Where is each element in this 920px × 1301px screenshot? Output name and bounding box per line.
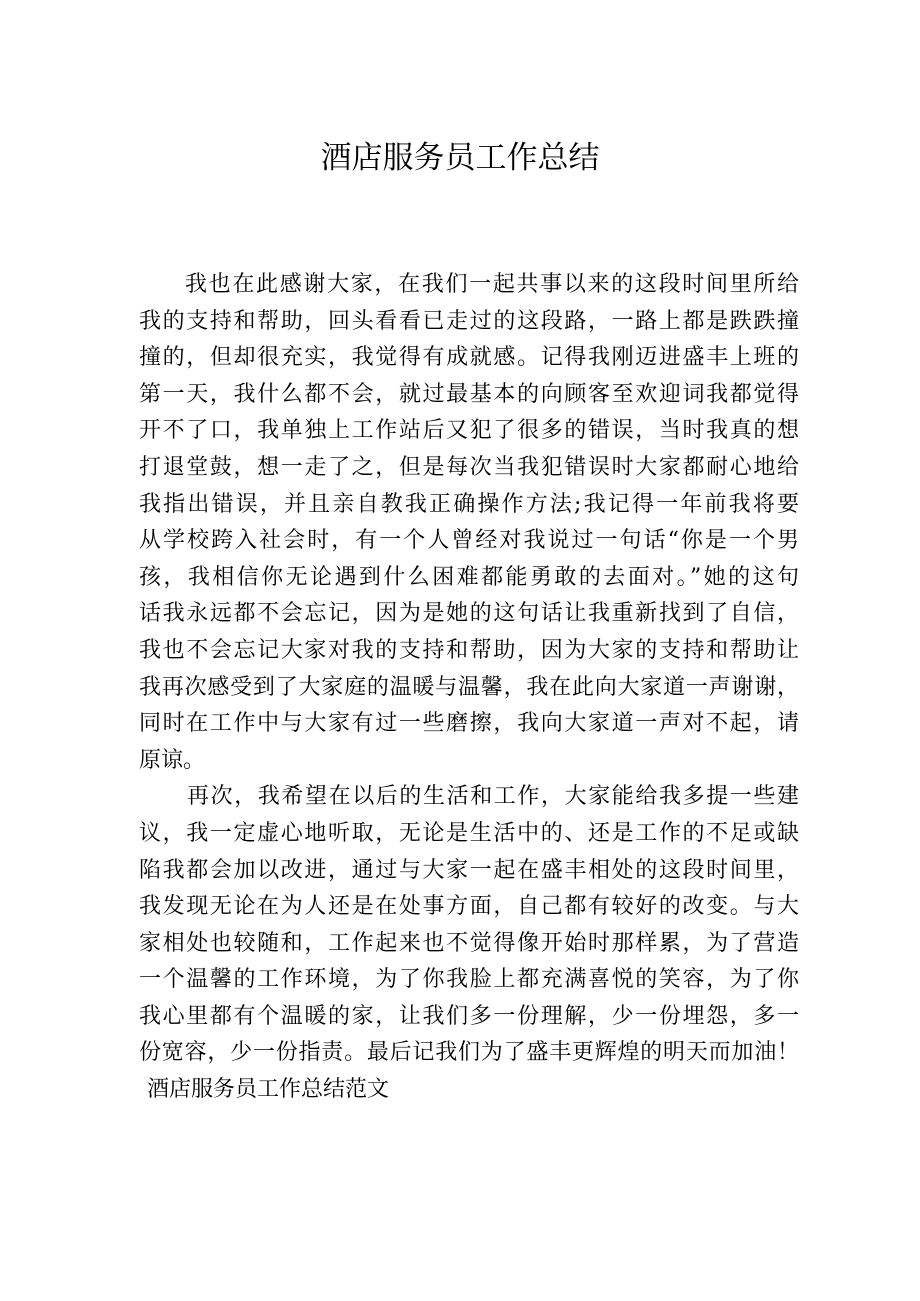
paragraph-line: 家相处也较随和，工作起来也不觉得像开始时那样累，为了营造 <box>139 930 799 956</box>
paragraph-line: 话我永远都不会忘记，因为是她的这句话让我重新找到了自信， <box>139 601 799 627</box>
paragraph-1 <box>139 267 799 779</box>
paragraph-line: 我心里都有个温暖的家，让我们多一份理解，少一份埋怨，多一 <box>139 1003 799 1029</box>
paragraph-line: 从学校跨入社会时，有一个人曾经对我说过一句话“你是一个男 <box>139 528 799 554</box>
paragraph-line: 再次，我希望在以后的生活和工作，大家能给我多提一些建 <box>187 784 799 810</box>
paragraph-line: 打退堂鼓，想一走了之，但是每次当我犯错误时大家都耐心地给 <box>139 454 799 480</box>
document-title: 酒店服务员工作总结 <box>320 140 600 176</box>
paragraph-line: 撞的，但却很充实，我觉得有成就感。记得我刚迈进盛丰上班的 <box>139 345 799 371</box>
paragraph-2 <box>139 779 799 1072</box>
paragraph-line: 我也不会忘记大家对我的支持和帮助，因为大家的支持和帮助让 <box>139 637 799 663</box>
paragraph-line: 第一天，我什么都不会，就过最基本的向顾客至欢迎词我都觉得 <box>139 381 799 407</box>
paragraph-line: 我再次感受到了大家庭的温暖与温馨，我在此向大家道一声谢谢， <box>139 674 799 700</box>
document-body <box>139 267 799 1109</box>
paragraph-line: 开不了口，我单独上工作站后又犯了很多的错误，当时我真的想 <box>139 418 799 444</box>
section-subtitle: 酒店服务员工作总结范文 <box>147 1077 390 1103</box>
subtitle <box>139 1072 799 1109</box>
paragraph-line: 我的支持和帮助，回头看看已走过的这段路，一路上都是跌跌撞 <box>139 308 799 334</box>
paragraph-line: 陷我都会加以改进，通过与大家一起在盛丰相处的这段时间里， <box>139 857 799 883</box>
paragraph-line: 我也在此感谢大家，在我们一起共事以来的这段时间里所给 <box>185 272 799 297</box>
paragraph-line: 一个温馨的工作环境，为了你我脸上都充满喜悦的笑容，为了你 <box>139 967 799 993</box>
paragraph-line: 份宽容，少一份指责。最后记我们为了盛丰更辉煌的明天而加油！ <box>139 1040 799 1066</box>
paragraph-line: 原谅。 <box>139 747 206 773</box>
paragraph-line: 孩，我相信你无论遇到什么困难都能勇敢的去面对。”她的这句 <box>139 564 799 590</box>
paragraph-line: 我指出错误，并且亲自教我正确操作方法;我记得一年前我将要 <box>139 491 799 517</box>
paragraph-line: 议，我一定虚心地听取，无论是生活中的、还是工作的不足或缺 <box>139 820 799 846</box>
paragraph-line: 同时在工作中与大家有过一些磨擦，我向大家道一声对不起，请 <box>139 711 799 737</box>
paragraph-line: 我发现无论在为人还是在处事方面，自己都有较好的改变。与大 <box>139 894 799 920</box>
